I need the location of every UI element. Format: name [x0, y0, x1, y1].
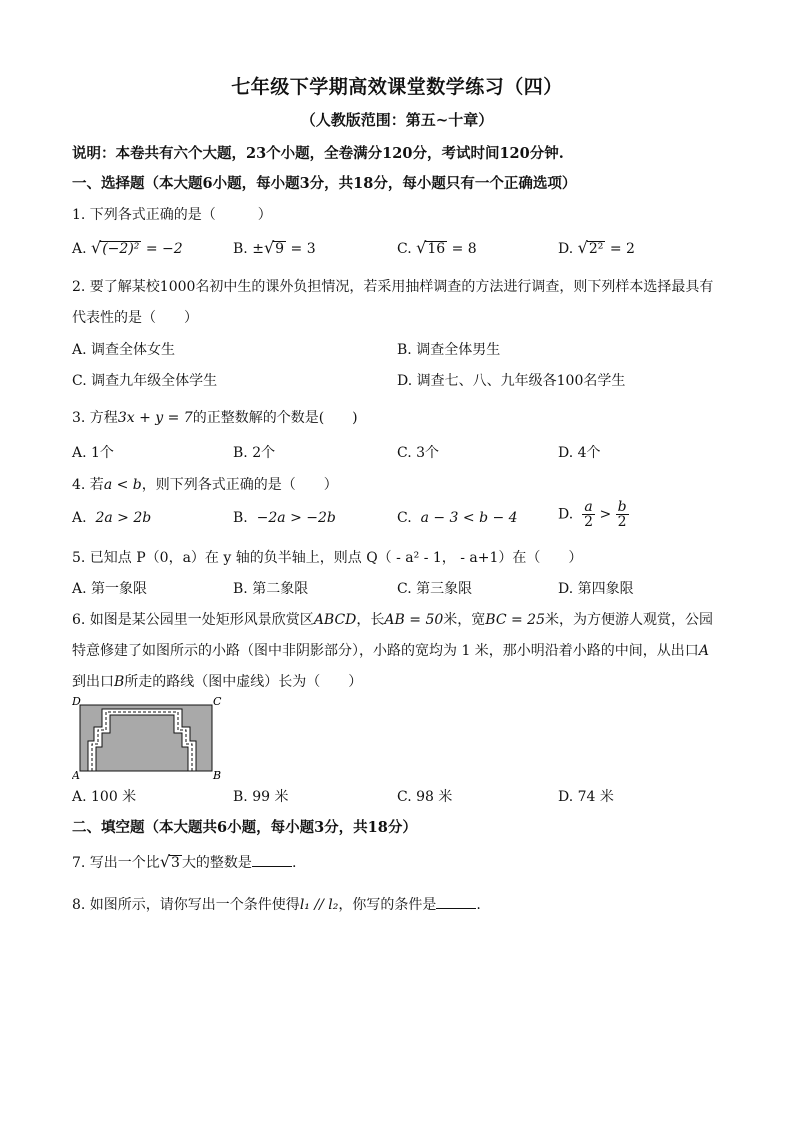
q4-d-den1: 2 [584, 514, 594, 530]
sqrt-symbol: √ [263, 238, 275, 257]
q3-option-d: D. 4个 [558, 445, 601, 461]
q4-d-num1: a [582, 500, 595, 515]
question-5-stem: 5. 已知点 P（0，a）在 y 轴的负半轴上，则点 Q（ - a² - 1， - a+1）在（ ） [72, 550, 583, 566]
question-4-stem [72, 474, 338, 494]
q1-b-label: B. [233, 241, 248, 257]
q8-math: l₁ // l₂ [299, 897, 339, 913]
q7-radicand: 3 [171, 855, 180, 871]
q6-l1-math1: ABCD [313, 612, 357, 628]
instructions: 说明：本卷共有六个大题，23个小题，全卷满分120分，考试时间120分钟. [72, 145, 564, 162]
q4-d-num2: b [617, 499, 627, 515]
q5-option-c: C. 第三象限 [397, 581, 473, 597]
q4-c-expr: a − 3 < b − 4 [420, 510, 518, 526]
q4-b-label: B. [233, 510, 248, 526]
q8-answer-blank[interactable] [436, 896, 476, 909]
question-6-stem-line1 [72, 609, 713, 629]
q7-post: 大的整数是 [181, 855, 252, 871]
q7-end: . [291, 855, 297, 871]
label-a: A [72, 769, 80, 781]
inner-garden [96, 715, 188, 771]
q6-option-a: A. 100 米 [72, 789, 137, 805]
q4-d-fraction-1 [582, 500, 595, 529]
q4-option-a [72, 510, 151, 526]
q1-option-a [72, 238, 183, 257]
q1-d-radicand: 2² [588, 241, 604, 257]
q6-l1-mid: ，长 [356, 612, 385, 628]
q3-option-b: B. 2个 [233, 445, 276, 461]
q6-l3-pre: 到出口 [72, 674, 114, 690]
q6-l2-pre: 特意修建了如图所示的小路（图中非阴影部分），小路的宽均为 1 米，那小明沿着小路的中间，从出口 [72, 643, 699, 659]
q1-c-rest: = 8 [447, 241, 477, 257]
q3-option-c: C. 3个 [397, 445, 440, 461]
q4-b-expr: −2a > −2b [256, 510, 336, 526]
q6-l3-post: 所走的路线（图中虚线）长为（ ） [124, 674, 363, 690]
section-1-heading: 一、选择题（本大题6小题，每小题3分，共18分，每小题只有一个正确选项） [72, 175, 577, 192]
q4-option-c [397, 510, 518, 526]
q7-answer-blank[interactable] [252, 854, 292, 867]
q1-c-radicand: 16 [427, 241, 446, 257]
q4-a-expr: 2a > 2b [95, 510, 152, 526]
q6-option-b: B. 99 米 [233, 789, 289, 805]
q4-d-fraction-2 [616, 500, 629, 529]
q1-b-pre: ± [252, 241, 264, 257]
question-7 [72, 852, 296, 872]
q8-post: ，你写的条件是 [338, 897, 437, 913]
q5-option-b: B. 第二象限 [233, 581, 309, 597]
q6-l3-math: B [114, 674, 125, 690]
question-6-stem-line3 [72, 671, 362, 691]
q8-pre: 8. 如图所示，请你写出一个条件使得 [72, 897, 300, 913]
q1-a-radicand: (−2)² [102, 241, 140, 257]
q7-pre: 7. 写出一个比 [72, 855, 160, 871]
q4-d-operator: > [599, 506, 612, 523]
q3-equation: 3x + y = 7 [117, 410, 193, 426]
q6-l1-mid2: 米，宽 [443, 612, 486, 628]
sqrt-symbol: √ [577, 238, 588, 257]
q4-condition: a < b [103, 477, 142, 493]
q6-l1-math3: BC = 25 [485, 612, 545, 628]
question-2-stem-line2: 代表性的是（ ） [72, 310, 198, 326]
q1-option-c [397, 238, 477, 257]
q4-stem-pre: 4. 若 [72, 477, 104, 493]
q8-end: . [476, 897, 481, 913]
section-2-heading: 二、填空题（本大题共6小题，每小题3分，共18分） [72, 819, 417, 836]
q4-c-label: C. [397, 510, 412, 526]
question-1-stem: 1. 下列各式正确的是（ ） [72, 207, 272, 223]
q1-d-rest: = 2 [605, 241, 635, 257]
q6-l1-post: 米，为方便游人观赏，公园 [544, 612, 713, 628]
q4-a-label: A. [72, 510, 87, 526]
q3-stem-post: 的正整数解的个数是( ) [192, 410, 358, 426]
q4-option-d [558, 500, 629, 529]
label-b: B [213, 769, 222, 781]
q4-d-den2: 2 [617, 514, 627, 530]
q3-stem-pre: 3. 方程 [72, 410, 118, 426]
q4-stem-post: ，则下列各式正确的是（ ） [141, 477, 338, 493]
q1-b-rest: = 3 [286, 241, 316, 257]
page-title: 七年级下学期高效课堂数学练习（四） [231, 76, 563, 98]
q6-option-c: C. 98 米 [397, 789, 453, 805]
q6-l1-math2: AB = 50 [384, 612, 444, 628]
q6-option-d: D. 74 米 [558, 789, 614, 805]
q4-option-b [233, 510, 336, 526]
q1-a-label: A. [72, 241, 87, 257]
q6-l1-pre: 6. 如图是某公园里一处矩形风景欣赏区 [72, 612, 314, 628]
q2-option-b: B. 调查全体男生 [397, 342, 501, 358]
q1-option-b [233, 238, 316, 257]
q2-option-c: C. 调查九年级全体学生 [72, 373, 218, 389]
q1-b-radicand: 9 [275, 241, 285, 257]
sqrt-symbol: √ [416, 238, 427, 257]
q1-d-label: D. [558, 241, 574, 257]
sqrt-symbol: √ [91, 238, 102, 257]
q1-option-d [558, 238, 635, 257]
label-c: C [213, 697, 222, 708]
sqrt-symbol: √ [159, 852, 171, 871]
q2-option-a: A. 调查全体女生 [72, 342, 176, 358]
q5-option-d: D. 第四象限 [558, 581, 634, 597]
q2-option-d: D. 调查七、八、九年级各100名学生 [397, 373, 626, 389]
question-2-stem-line1: 2. 要了解某校1000名初中生的课外负担情况，若采用抽样调查的方法进行调查，则下列样本选择最具有 [72, 279, 714, 295]
park-path-diagram [72, 697, 222, 781]
q4-d-label: D. [558, 506, 574, 523]
q1-c-label: C. [397, 241, 412, 257]
label-d: D [72, 697, 81, 708]
question-6-stem-line2 [72, 640, 709, 660]
q6-l2-math: A [698, 643, 709, 659]
q1-a-rest: = −2 [141, 241, 183, 257]
q5-option-a: A. 第一象限 [72, 581, 148, 597]
page-subtitle: （人教版范围：第五~十章） [300, 111, 494, 129]
q3-option-a: A. 1个 [72, 445, 114, 461]
question-8 [72, 894, 481, 914]
question-3-stem [72, 407, 358, 427]
q6-park-figure [72, 697, 222, 785]
